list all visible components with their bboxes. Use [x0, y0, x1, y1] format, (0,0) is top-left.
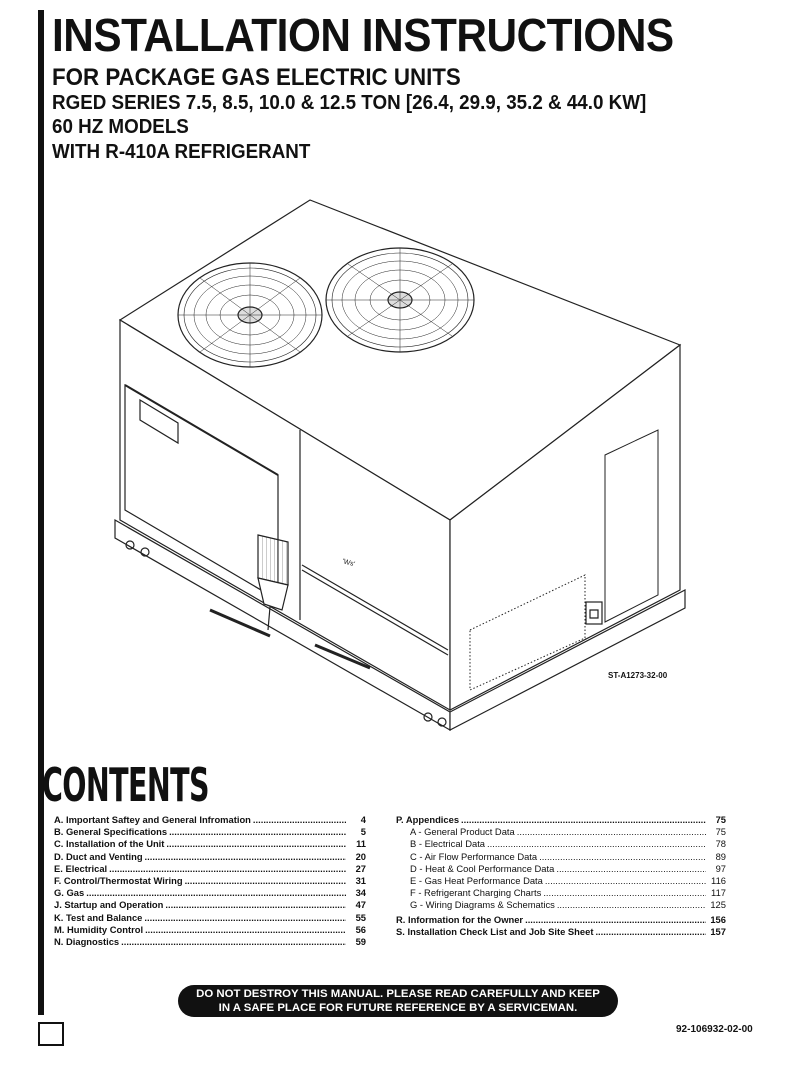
- toc-entry[interactable]: J. Startup and Operation ..... 47: [54, 899, 366, 911]
- toc-entry[interactable]: S. Installation Check List and Job Site Sheet ..... 157: [396, 926, 726, 938]
- toc-subentry[interactable]: G - Wiring Diagrams & Schematics ..... 125: [396, 899, 726, 911]
- toc-entry[interactable]: K. Test and Balance ..... 55: [54, 912, 366, 924]
- document-title: INSTALLATION INSTRUCTIONS: [52, 9, 674, 61]
- notice-line-1: DO NOT DESTROY THIS MANUAL. PLEASE READ CAREFULLY AND KEEP: [196, 988, 600, 1000]
- document-subtitle: FOR PACKAGE GAS ELECTRIC UNITS: [52, 64, 461, 91]
- toc-subentry[interactable]: E - Gas Heat Performance Data ..... 116: [396, 875, 726, 887]
- toc-entry[interactable]: D. Duct and Venting ..... 20: [54, 851, 366, 863]
- contents-heading: CONTENTS: [42, 758, 209, 812]
- toc-subentry[interactable]: B - Electrical Data ..... 78: [396, 838, 726, 850]
- series-line: RGED SERIES 7.5, 8.5, 10.0 & 12.5 TON [26.4, 29.9, 35.2 & 44.0 KW]: [52, 92, 647, 114]
- condenser-fan-icon: [178, 263, 322, 367]
- package-unit-illustration: [110, 190, 690, 735]
- toc-entry[interactable]: M. Humidity Control ..... 56: [54, 924, 366, 936]
- toc-left-column: [54, 814, 366, 948]
- toc-entry[interactable]: G. Gas ..... 34: [54, 887, 366, 899]
- check-box: [38, 1022, 64, 1046]
- toc-subentry[interactable]: C - Air Flow Performance Data ..... 89: [396, 851, 726, 863]
- figure-code: ST-A1273-32-00: [608, 671, 668, 680]
- models-line: 60 HZ MODELS: [52, 116, 189, 138]
- refrigerant-line: WITH R-410A REFRIGERANT: [52, 141, 311, 163]
- vent-panel-label: 'Ws': [341, 558, 356, 569]
- toc-subentry[interactable]: F - Refrigerant Charging Charts ..... 117: [396, 887, 726, 899]
- toc-subentry[interactable]: A - General Product Data ..... 75: [396, 826, 726, 838]
- toc-entry[interactable]: B. General Specifications ..... 5: [54, 826, 366, 838]
- toc-entry[interactable]: R. Information for the Owner ..... 156: [396, 914, 726, 926]
- toc-entry[interactable]: F. Control/Thermostat Wiring ..... 31: [54, 875, 366, 887]
- gas-connection-icon: [586, 602, 602, 624]
- left-margin-bar: [38, 10, 44, 1015]
- toc-entry[interactable]: E. Electrical ..... 27: [54, 863, 366, 875]
- toc-entry[interactable]: N. Diagnostics ..... 59: [54, 936, 366, 948]
- toc-entry[interactable]: C. Installation of the Unit ..... 11: [54, 838, 366, 850]
- toc-subentry[interactable]: D - Heat & Cool Performance Data ..... 97: [396, 863, 726, 875]
- toc-right-column: [396, 814, 726, 938]
- toc-entry[interactable]: P. Appendices ..... 75: [396, 814, 726, 826]
- notice-line-2: IN A SAFE PLACE FOR FUTURE REFERENCE BY A SERVICEMAN.: [218, 1002, 578, 1014]
- document-number: 92-106932-02-00: [676, 1024, 753, 1035]
- toc-entry[interactable]: A. Important Saftey and General Infromation ..... 4: [54, 814, 366, 826]
- warning-notice: [178, 985, 618, 1017]
